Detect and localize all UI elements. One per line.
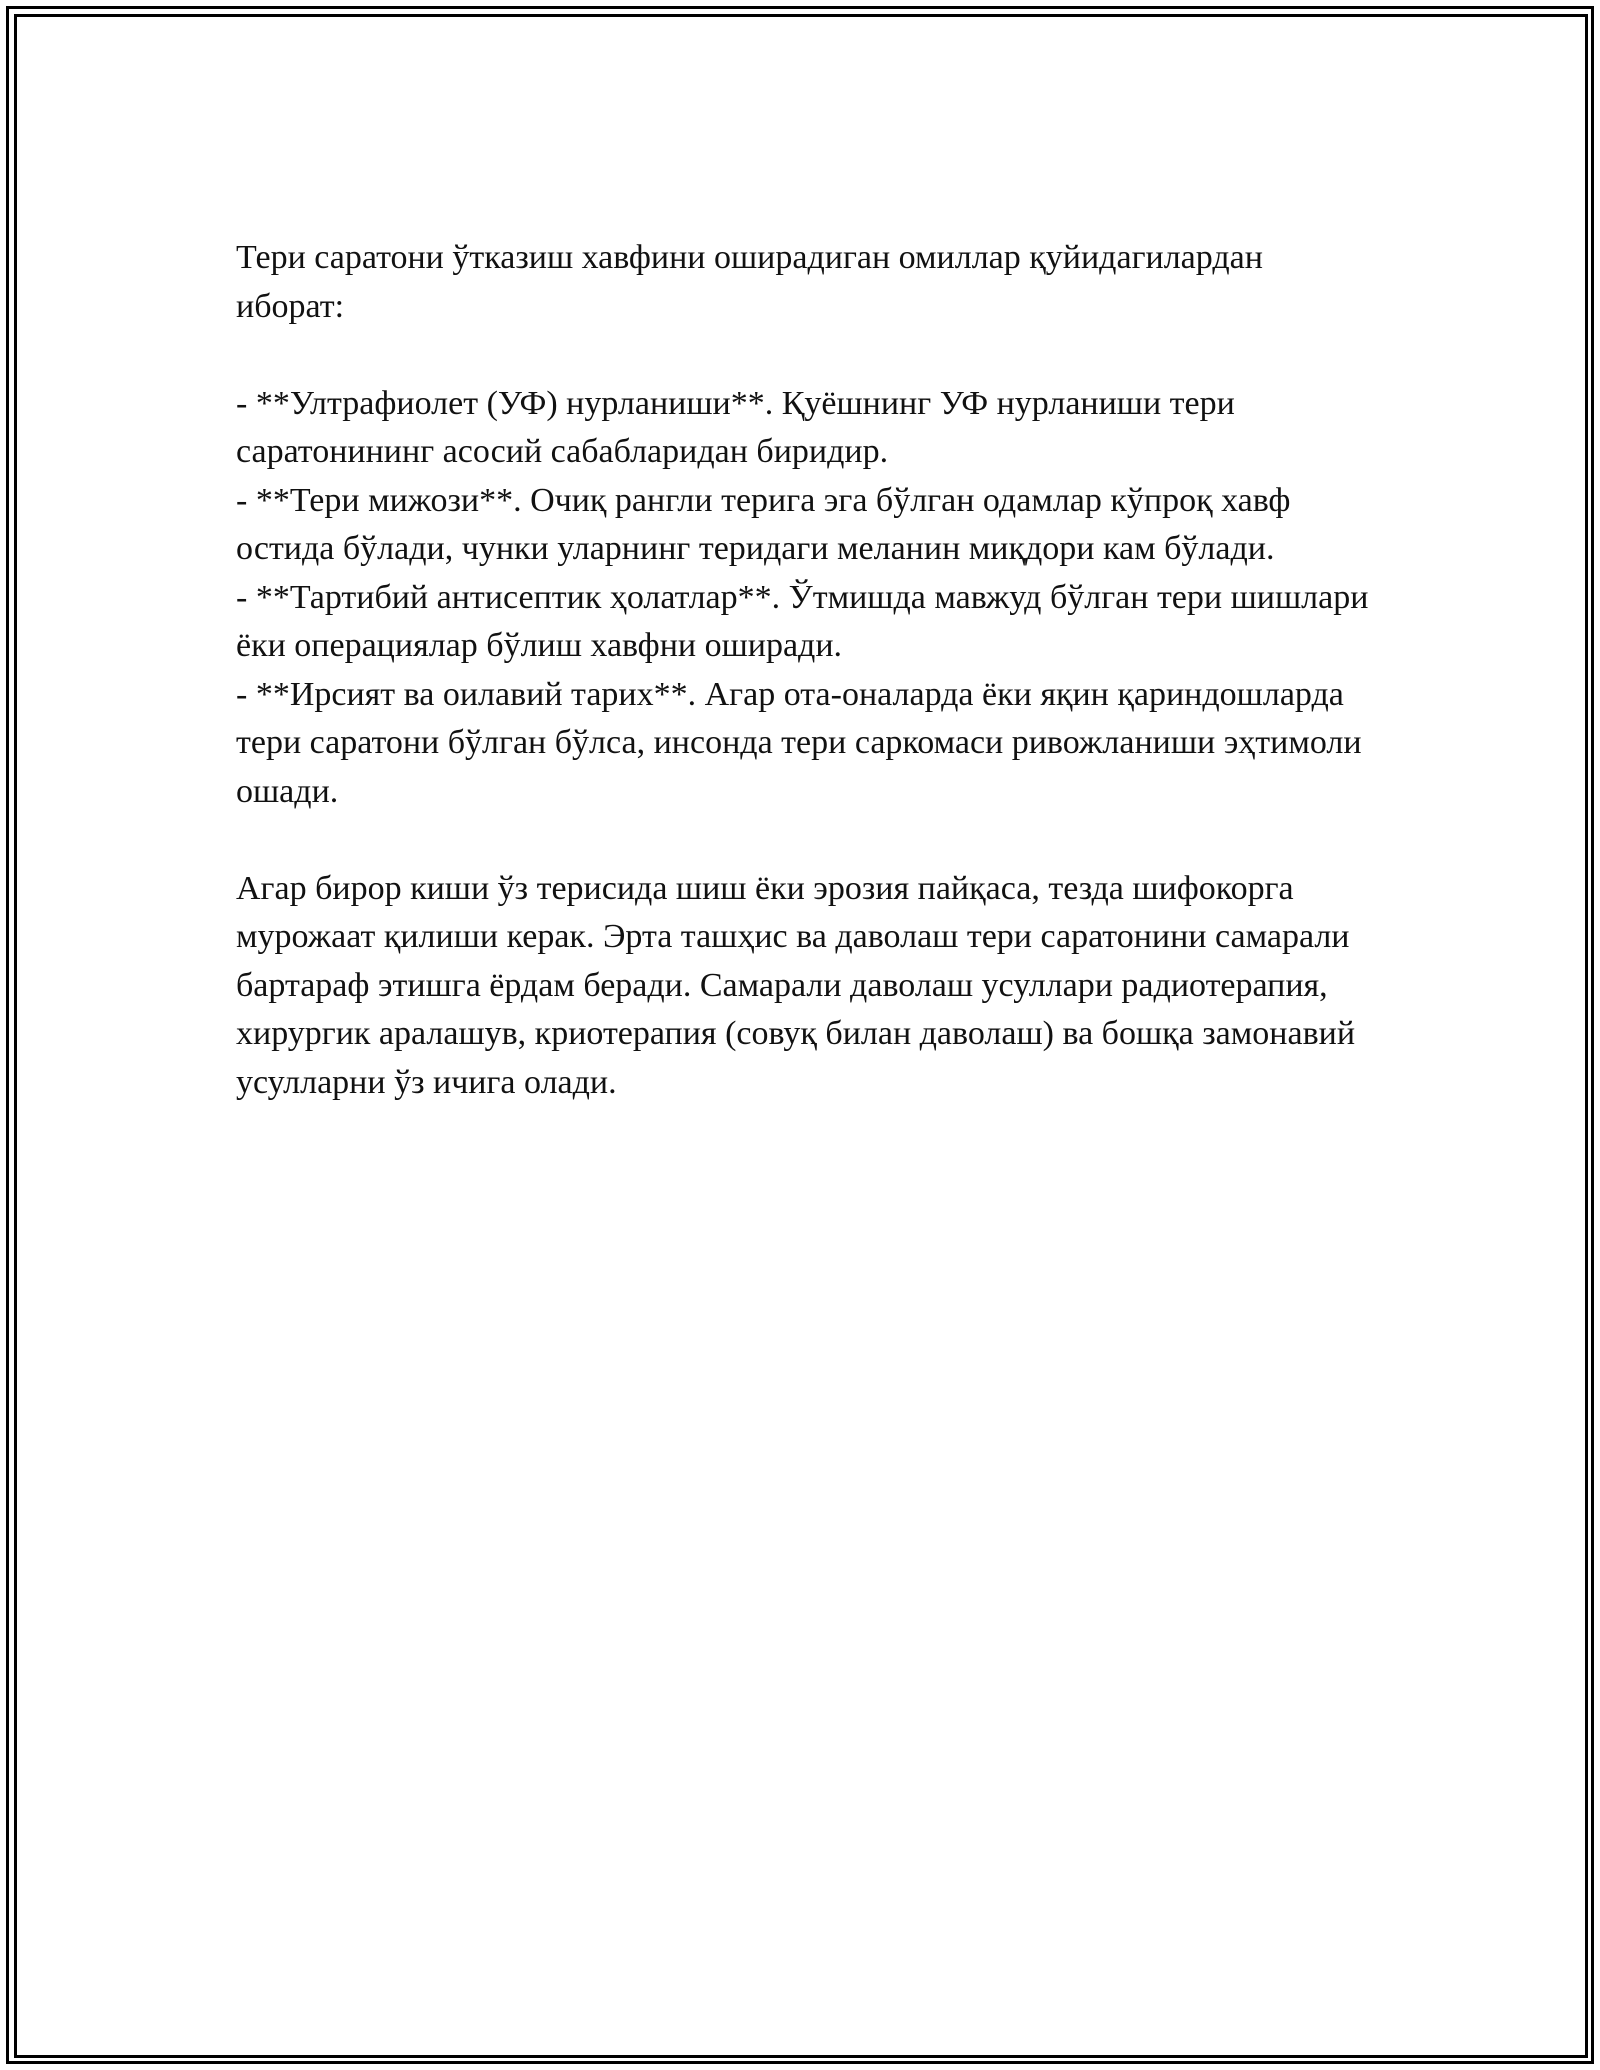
- risk-item-skin-type: - **Тери мижози**. Очиқ рангли терига эга бўлган одамлар кўпроқ хавф остида бўлади, чунки уларнинг теридаги меланин миқдори кам бўлади.: [236, 481, 1291, 567]
- intro-paragraph: Тери саратони ўтказиш хавфини оширадиган омиллар қуйидагилардан иборат:: [236, 239, 1263, 325]
- document-body: [236, 234, 1376, 1107]
- paragraph-spacer: [236, 816, 1376, 865]
- conclusion-paragraph: Агар бирор киши ўз терисида шиш ёки эрозия пайқаса, тезда шифокорга мурожаат қилиши керак. Эрта ташҳис ва даволаш тери саратонини самарали бартараф этишга ёрдам беради. Самарали даволаш усуллари радиотерапия, хирургик аралашув, криотерапия (совуқ билан даволаш) ва бошқа замонавий усулларни ўз ичига олади.: [236, 869, 1356, 1101]
- risk-item-uv: - **Ултрафиолет (УФ) нурланиши**. Қуёшнинг УФ нурланиши тери саратонининг асосий сабабларидан биридир.: [236, 384, 1235, 470]
- paragraph-spacer: [236, 331, 1376, 380]
- risk-item-heredity: - **Ирсият ва оилавий тарих**. Агар ота-оналарда ёки яқин қариндошларда тери саратони бўлган бўлса, инсонда тери саркомаси ривожланиши эҳтимоли ошади.: [236, 675, 1362, 810]
- risk-item-conditions: - **Тартибий антисептик ҳолатлар**. Ўтмишда мавжуд бўлган тери шишлари ёки операциялар бўлиш хавфни оширади.: [236, 578, 1369, 664]
